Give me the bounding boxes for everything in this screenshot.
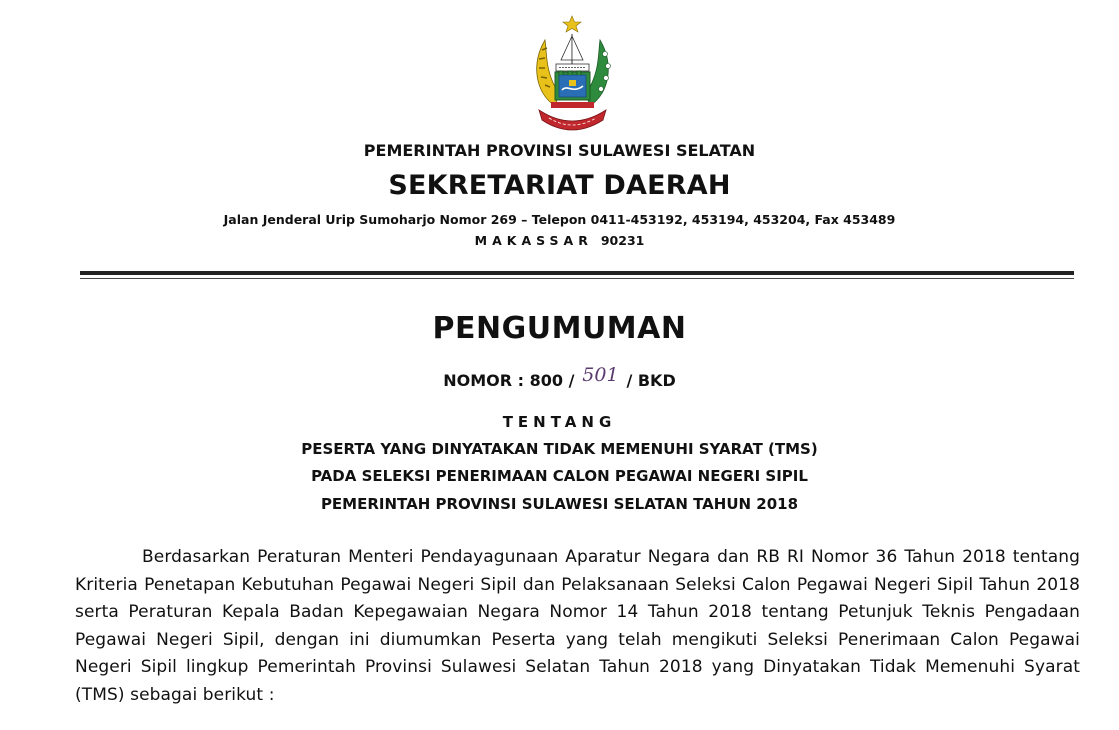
number-handwritten: 501 [582, 364, 619, 386]
number-suffix: / BKD [626, 371, 676, 390]
body-paragraph: Berdasarkan Peraturan Menteri Pendayagunaan Aparatur Negara dan RB RI Nomor 36 Tahun 2018 tentang Kriteria Penetapan Kebutuhan Pegawai Negeri Sipil dan Pelaksanaan Seleksi Calon Pegawai Negeri Sipil Tahun 2018 serta Peraturan Kepala Badan Kepegawaian Negara Nomor 14 Tahun 2018 tentang Petunjuk Teknis Pengadaan Pegawai Negeri Sipil, dengan ini diumumkan Peserta yang telah mengikuti Seleksi Penerimaan Calon Pegawai Negeri Sipil lingkup Pemerintah Provinsi Sulawesi Selatan Tahun 2018 yang Dinyatakan Tidak Memenuhi Syarat (TMS) sebagai berikut : [75, 547, 1080, 705]
coat-of-arms-logo [525, 14, 620, 134]
subject-line: PESERTA YANG DINYATAKAN TIDAK MEMENUHI SYARAT (TMS) [301, 440, 818, 458]
number-prefix: NOMOR : 800 / [443, 371, 575, 390]
subject-line: PEMERINTAH PROVINSI SULAWESI SELATAN TAHUN 2018 [320, 495, 799, 513]
about-heading: TENTANG [502, 413, 617, 431]
letterhead-rule-thick [80, 271, 1074, 275]
office-address: Jalan Jenderal Urip Sumoharjo Nomor 269 – Telepon 0411-453192, 453194, 453204, Fax 453489 [223, 212, 896, 227]
star-icon [563, 16, 581, 32]
announcement-title: PENGUMUMAN [432, 311, 687, 346]
city-line [0, 233, 1119, 248]
letterhead-rule-thin [80, 278, 1074, 279]
bottom-ribbon [539, 110, 606, 130]
subject-line: PADA SELEKSI PENERIMAAN CALON PEGAWAI NEGERI SIPIL [311, 467, 808, 485]
office-name: SEKRETARIAT DAERAH [388, 170, 731, 201]
city-name: MAKASSAR [474, 233, 593, 248]
government-name: PEMERINTAH PROVINSI SULAWESI SELATAN [363, 141, 756, 160]
document-number [0, 364, 1119, 391]
zip-code: 90231 [600, 233, 645, 248]
